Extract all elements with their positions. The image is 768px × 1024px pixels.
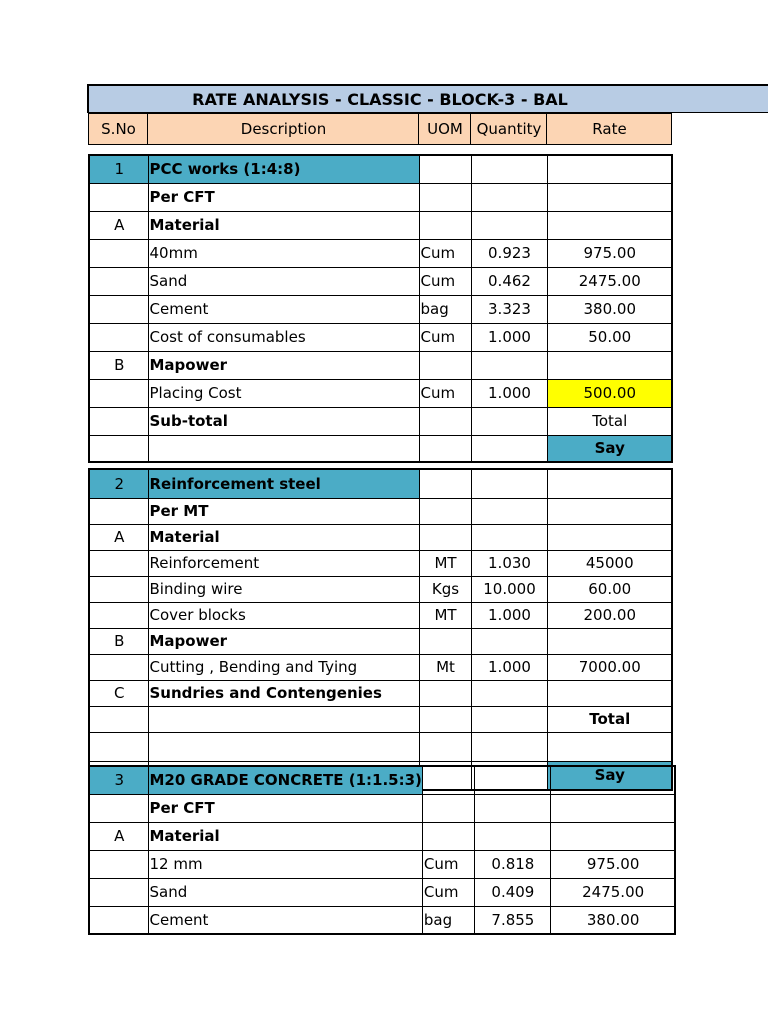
group-title: Sundries and Contengenies	[148, 680, 419, 706]
table-row	[89, 680, 672, 706]
item-description: Cover blocks	[148, 602, 419, 628]
item-rate: 2475.00	[550, 878, 675, 906]
header-quantity: Quantity	[471, 114, 547, 145]
item-rate-highlighted: 500.00	[547, 379, 672, 407]
table-row	[89, 435, 672, 462]
table-row	[89, 379, 672, 407]
group-label: C	[89, 680, 148, 706]
item-description: Placing Cost	[148, 379, 419, 407]
item-qty: 3.323	[471, 295, 547, 323]
group-label: A	[89, 211, 148, 239]
item-rate: 380.00	[550, 906, 675, 934]
table-row	[89, 576, 672, 602]
say-label: Say	[547, 435, 672, 462]
header-rate: Rate	[547, 114, 672, 145]
item-rate: 975.00	[550, 850, 675, 878]
say-label: Say	[547, 761, 672, 790]
table-row	[89, 155, 672, 183]
item-rate: 380.00	[547, 295, 672, 323]
item-rate: 60.00	[547, 576, 672, 602]
unit-label: Per CFT	[148, 794, 422, 822]
table-row	[89, 654, 672, 680]
item-qty: 1.000	[471, 602, 547, 628]
table-row	[89, 351, 672, 379]
table-row	[89, 498, 672, 524]
table-row	[89, 706, 672, 732]
section-1-table	[88, 154, 673, 463]
table-row	[89, 850, 675, 878]
section-name: Reinforcement steel	[148, 469, 419, 498]
group-label: A	[89, 822, 148, 850]
total-label: Total	[547, 407, 672, 435]
table-row	[89, 183, 672, 211]
item-uom: Cum	[419, 267, 471, 295]
section-3-table	[88, 765, 676, 935]
header-uom: UOM	[419, 114, 471, 145]
item-qty: 0.409	[474, 878, 550, 906]
group-label: B	[89, 351, 148, 379]
item-description: Cement	[148, 295, 419, 323]
title-bar	[89, 84, 768, 113]
item-uom: MT	[419, 550, 471, 576]
item-uom: bag	[419, 295, 471, 323]
item-description: 12 mm	[148, 850, 422, 878]
group-title: Material	[148, 524, 419, 550]
total-label: Total	[547, 706, 672, 732]
item-uom: Cum	[422, 878, 474, 906]
header-sno: S.No	[89, 114, 148, 145]
item-qty: 7.855	[474, 906, 550, 934]
item-qty: 0.462	[471, 267, 547, 295]
subtotal-label: Sub-total	[148, 407, 419, 435]
group-label: A	[89, 524, 148, 550]
header-description: Description	[148, 114, 419, 145]
item-qty: 1.000	[471, 654, 547, 680]
table-row	[89, 732, 672, 761]
item-description: Cost of consumables	[148, 323, 419, 351]
group-title: Material	[148, 822, 422, 850]
section-sno: 2	[89, 469, 148, 498]
item-rate: 975.00	[547, 239, 672, 267]
group-title: Mapower	[148, 628, 419, 654]
group-title: Mapower	[148, 351, 419, 379]
item-description: Sand	[148, 267, 419, 295]
item-uom: Cum	[419, 323, 471, 351]
item-rate: 200.00	[547, 602, 672, 628]
section-name: PCC works (1:4:8)	[148, 155, 419, 183]
table-row	[89, 239, 672, 267]
item-uom: bag	[422, 906, 474, 934]
table-row	[89, 906, 675, 934]
item-description: Reinforcement	[148, 550, 419, 576]
item-qty: 10.000	[471, 576, 547, 602]
item-rate: 45000	[547, 550, 672, 576]
header-table	[88, 113, 672, 145]
section-name: M20 GRADE CONCRETE (1:1.5:3)	[148, 766, 422, 794]
item-uom: Cum	[419, 379, 471, 407]
item-uom: Cum	[422, 850, 474, 878]
item-qty: 0.818	[474, 850, 550, 878]
table-row	[89, 628, 672, 654]
group-label: B	[89, 628, 148, 654]
table-row	[89, 878, 675, 906]
table-row	[89, 211, 672, 239]
item-rate: 50.00	[547, 323, 672, 351]
table-row	[89, 323, 672, 351]
table-row	[89, 407, 672, 435]
table-row	[89, 295, 672, 323]
item-description: 40mm	[148, 239, 419, 267]
table-row	[89, 469, 672, 498]
section-sno: 1	[89, 155, 148, 183]
item-uom: Mt	[419, 654, 471, 680]
table-row	[89, 822, 675, 850]
table-row	[89, 550, 672, 576]
unit-label: Per MT	[148, 498, 419, 524]
item-qty: 1.000	[471, 323, 547, 351]
table-row	[89, 766, 675, 794]
table-row	[89, 267, 672, 295]
sheet-title: RATE ANALYSIS - CLASSIC - BLOCK-3 - BAL	[192, 90, 568, 109]
item-rate: 7000.00	[547, 654, 672, 680]
item-uom: Cum	[419, 239, 471, 267]
item-description: Binding wire	[148, 576, 419, 602]
item-uom: MT	[419, 602, 471, 628]
item-description: Cement	[148, 906, 422, 934]
table-row	[89, 602, 672, 628]
unit-label: Per CFT	[148, 183, 419, 211]
item-qty: 1.030	[471, 550, 547, 576]
item-qty: 1.000	[471, 379, 547, 407]
table-row	[89, 524, 672, 550]
table-row	[89, 794, 675, 822]
item-description: Cutting , Bending and Tying	[148, 654, 419, 680]
item-uom: Kgs	[419, 576, 471, 602]
group-title: Material	[148, 211, 419, 239]
section-2-table	[88, 468, 673, 791]
item-description: Sand	[148, 878, 422, 906]
item-rate: 2475.00	[547, 267, 672, 295]
item-qty: 0.923	[471, 239, 547, 267]
section-sno: 3	[89, 766, 148, 794]
